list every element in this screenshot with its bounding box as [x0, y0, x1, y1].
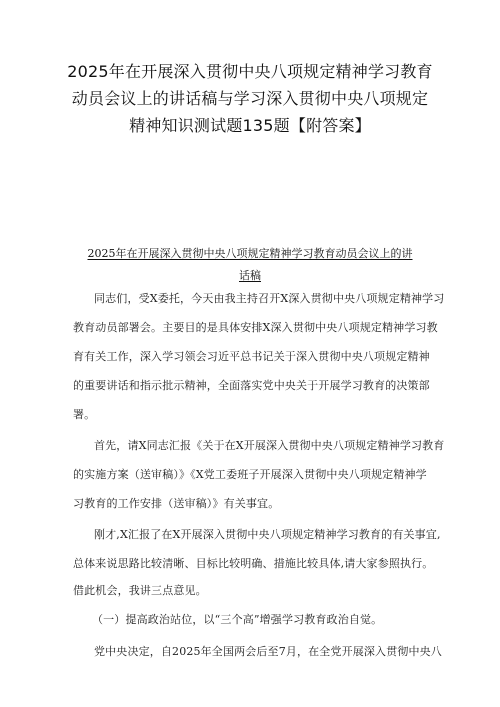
document-title: [40, 58, 460, 139]
paragraph-1-line: 的重要讲话和指示批示精神，全面落实党中央关于开展学习教育的决策部: [73, 379, 430, 392]
document-title-line: 2025年在开展深入贯彻中央八项规定精神学习教育: [67, 62, 433, 81]
paragraph-1-line: 教育动员部署会。主要目的是具体安排X深入贯彻中央八项规定精神学习教: [73, 321, 438, 334]
paragraph-2-line: 首先，请X同志汇报《关于在X开展深入贯彻中央八项规定精神学习教育: [94, 439, 445, 452]
paragraph-1-line: 育有关工作，深入学习领会习近平总书记关于深入贯彻中央八项规定精神: [73, 350, 430, 363]
paragraph-1-line: 署。: [73, 408, 96, 421]
document-title-line: 动员会议上的讲话稿与学习深入贯彻中央八项规定: [71, 89, 429, 108]
paragraph-3-line: 借此机会，我讲三点意见。: [73, 584, 207, 597]
paragraph-2-line: 习教育的工作安排（送审稿）》有关事宜。: [73, 497, 280, 510]
section-heading: （一）提高政治站位，以“三个高”增强学习教育政治自觉。: [92, 613, 383, 626]
paragraph-1-line: 同志们，受X委托，今天由我主持召开X深入贯彻中央八项规定精神学习: [94, 292, 445, 305]
speech-title-line: 2025年在开展深入贯彻中央八项规定精神学习教育动员会议上的讲: [87, 247, 413, 260]
speech-title: [60, 243, 440, 287]
speech-title-line: 话稿: [239, 269, 261, 282]
document-title-line: 精神知识测试题135题【附答案】: [129, 116, 371, 135]
paragraph-3-line: 刚才,X汇报了在X开展深入贯彻中央八项规定精神学习教育的有关事宜,: [94, 528, 441, 541]
paragraph-5-line: 党中央决定，自2025年全国两会后至7月，在全党开展深入贯彻中央八: [94, 645, 442, 658]
paragraph-3-line: 总体来说思路比较清晰、目标比较明确、措施比较具体,请大家参照执行。: [73, 557, 434, 570]
paragraph-2-line: 的实施方案（送审稿）》《X党工委班子开展深入贯彻中央八项规定精神学: [73, 468, 427, 481]
